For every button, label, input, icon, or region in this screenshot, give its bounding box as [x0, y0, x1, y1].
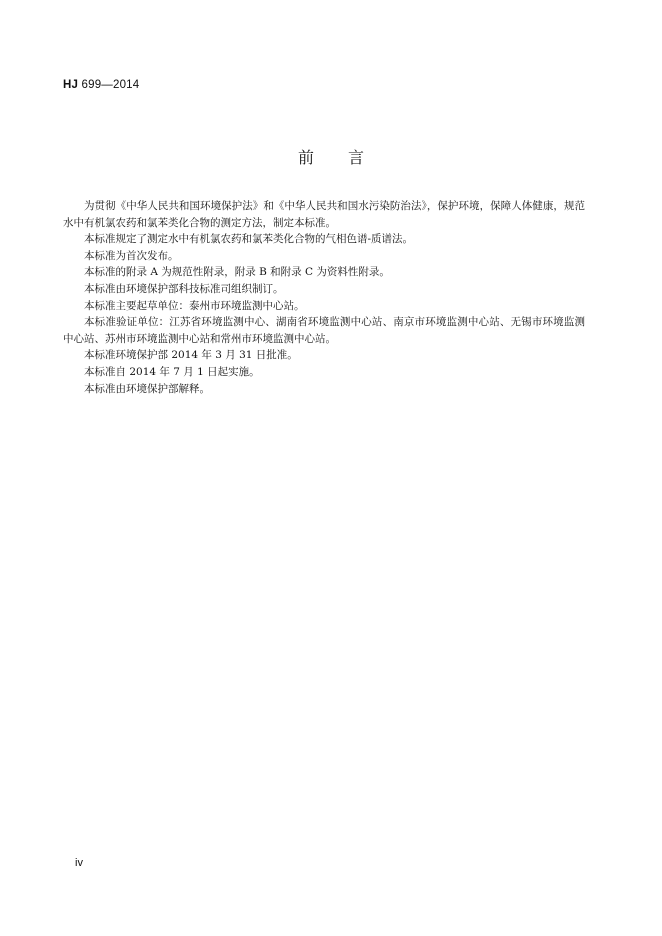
paragraph-appendices: 本标准的附录 A 为规范性附录，附录 B 和附录 C 为资料性附录。 [84, 266, 390, 279]
paragraph-validation-units: 本标准验证单位：江苏省环境监测中心、湖南省环境监测中心站、南京市环境监测中心站、无锡市环境监测中心站、苏州市环境监测中心站和常州市环境监测中心站。 [63, 316, 585, 345]
paragraph-scope: 本标准规定了测定水中有机氯农药和氯苯类化合物的气相色谱-质谱法。 [84, 233, 414, 246]
foreword-body [63, 198, 585, 397]
standard-code-number: 699—2014 [78, 79, 140, 91]
paragraph-effective-date: 本标准自 2014 年 7 月 1 日起实施。 [84, 365, 260, 378]
page-number: iv [75, 857, 83, 869]
paragraph-approval-date: 本标准环境保护部 2014 年 3 月 31 日批准。 [84, 349, 298, 362]
paragraph-first-release: 本标准为首次发布。 [84, 249, 179, 262]
page-title: 前言 [297, 148, 398, 167]
paragraph-drafting-unit: 本标准主要起草单位：泰州市环境监测中心站。 [84, 299, 305, 312]
paragraph-interpretation: 本标准由环境保护部解释。 [84, 382, 210, 395]
standard-code-prefix: HJ [63, 79, 79, 91]
standard-code [63, 79, 139, 91]
paragraph-purpose: 为贯彻《中华人民共和国环境保护法》和《中华人民共和国水污染防治法》，保护环境，保障人体健康，规范水中有机氯农药和氯苯类化合物的测定方法，制定本标准。 [63, 200, 585, 229]
paragraph-organizer: 本标准由环境保护部科技标准司组织制订。 [84, 282, 284, 295]
